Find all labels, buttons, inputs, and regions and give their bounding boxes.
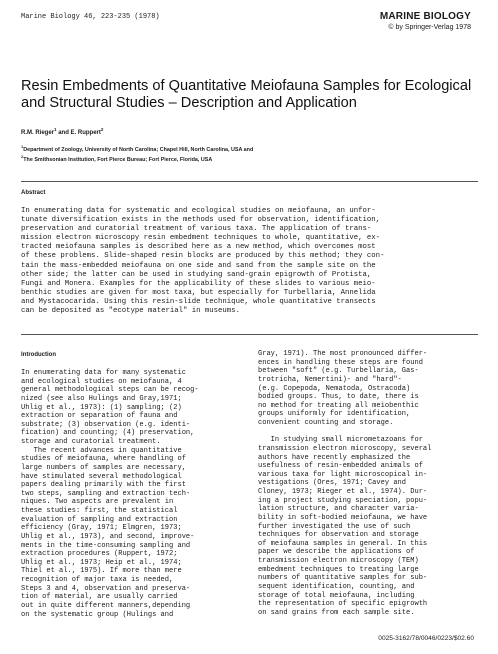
intro-left-line: and ecological studies on meiofauna, 4 — [21, 377, 182, 386]
intro-right-line: transmission electron microscopy (TEM) — [258, 557, 419, 565]
intro-left-line: In enumerating data for many systematic — [21, 369, 186, 377]
intro-left-line: these studies: first, the statistical — [21, 507, 178, 515]
intro-left-line: evaluation of sampling and extraction — [21, 515, 178, 524]
divider-top — [21, 181, 478, 182]
intro-left-line: Steps 3 and 4, observation and preserva- — [21, 584, 191, 593]
intro-right-line: of meiofauna samples in general. In this — [258, 539, 428, 548]
introduction-heading: Introduction — [21, 352, 56, 358]
intro-left-line: papers dealing primarily with the first — [21, 481, 186, 490]
footer-code: 0025-3162/78/0046/0223/$02.60 — [378, 635, 474, 642]
intro-left-line: have stimulated several methodological — [21, 472, 182, 481]
intro-right-line: storage of total meiofauna, including — [258, 591, 415, 600]
intro-left-line: general methodological steps can be recog- — [21, 386, 199, 395]
abstract-heading: Abstract — [21, 190, 46, 196]
intro-right-line: further investigated the use of such — [258, 522, 411, 531]
author-1: R.M. Rieger — [21, 130, 55, 136]
intro-right-line: sequent identification, counting, and — [258, 582, 415, 591]
intro-left-line: niques. Two aspects are prevalent in — [21, 498, 174, 507]
intro-right-line: no method for treating all meiobenthic — [258, 401, 419, 410]
intro-left-line: storage and curatorial treatment. — [21, 438, 161, 446]
abstract-body — [21, 207, 481, 316]
affiliation-1 — [21, 144, 253, 153]
intro-left-line: extraction procedures (Ruppert, 1972; — [21, 550, 178, 559]
intro-right-line: trotricha, Nemertini)- and "hard"- — [258, 375, 402, 384]
journal-name: MARINE BIOLOGY — [379, 11, 471, 22]
intro-left-line: tion of material, are usually carried — [21, 593, 178, 602]
intro-left-line: efficiency (Gray, 1971; Elmgren, 1973; — [21, 524, 182, 533]
intro-right-line: ing a project studying speciation, popu- — [258, 496, 428, 505]
intro-right-line: bodied groups. Thus, to date, there is — [258, 393, 419, 402]
intro-left-line: recognition of major taxa is needed, — [21, 576, 174, 584]
author-2-mark: 2 — [100, 127, 104, 132]
intro-left-line: Uhlig et al., 1973), and second, improve- — [21, 532, 195, 541]
abstract-line: tunate diversification exists in the methods used for observation, identification, — [21, 216, 381, 225]
affiliation-2-text: The Smithsonian Institution, Fort Pierce Bureau; Fort Pierce, Florida, USA — [23, 156, 213, 163]
intro-right-line: convenient counting and storage. — [258, 419, 394, 427]
abstract-line: and Mystacocarida. Using this resin-slide technique, whole quantitative transects — [21, 297, 376, 306]
intro-right-line: vestigations (Ores, 1971; Cavey and — [258, 479, 407, 488]
affiliation-2 — [21, 154, 212, 163]
intro-right-line: Gray, 1971). The most pronounced differ- — [258, 350, 428, 358]
intro-right-line: authors have recently emphasized the — [258, 453, 411, 462]
intro-left-line: two steps, sampling and extraction tech- — [21, 489, 191, 498]
intro-right-line: numbers of quantitative samples for sub- — [258, 574, 428, 583]
affiliation-2-mark: 2 — [21, 154, 24, 159]
intro-right-line: In studying small micrometazoans for — [258, 436, 423, 445]
abstract-line: preservation and curatorial treatment of various taxa. The application of trans- — [21, 225, 372, 234]
copyright-notice: © by Springer-Verlag 1978 — [388, 24, 471, 31]
intro-right-line: (e.g. Copepoda, Nematoda, Ostracoda) — [258, 384, 411, 393]
intro-right-line: Cloney, 1973; Rieger et al., 1974). Dur- — [258, 488, 428, 496]
abstract-line: tracted meiofauna samples is described here as a new method, which overcomes most — [21, 243, 376, 252]
intro-right-line: bility in soft-bodied meiofauna, we have — [258, 513, 428, 522]
intro-right-line: transmission electron microscopy, several — [258, 444, 432, 453]
author-connector: and E. Ruppert — [56, 130, 101, 136]
intro-right-line: lation structure, and character varia- — [258, 505, 419, 514]
author-line — [21, 127, 103, 136]
citation-header: Marine Biology 46, 223-235 (1978) — [21, 13, 160, 21]
abstract-line: of these problems. Slide-shaped resin blocks are produced by this method; they con- — [21, 252, 385, 261]
intro-right-line: the representation of specific epigrowth — [258, 600, 428, 609]
intro-right-line: usefulness of resin-embedded animals of — [258, 462, 423, 471]
abstract-line: Fungi and Monera. Examples for the applicability of these slides to various meio- — [21, 279, 376, 288]
intro-right-line: ences in handling these steps are found — [258, 358, 423, 367]
introduction-column-left — [21, 369, 246, 619]
intro-right-line: between "soft" (e.g. Turbellaria, Gas- — [258, 367, 419, 376]
intro-left-line: ments in the time-consuming sampling and — [21, 541, 191, 550]
abstract-line: tain the mass-embedded meiofauna on one side and sand from the sample site on the — [21, 261, 376, 270]
affiliation-1-mark: 1 — [21, 144, 24, 149]
intro-left-line: Uhlig et al., 1973; Heip et al., 1974; — [21, 558, 182, 567]
intro-right-line: embedment techniques to treating large — [258, 565, 419, 574]
divider-abstract — [21, 334, 478, 335]
intro-left-line: fication) and counting; (4) preservation, — [21, 429, 195, 438]
abstract-line: benthic studies are given for most taxa, but especially for Turbellaria, Annelida — [21, 288, 376, 297]
intro-right-line: various taxa for light microscopical in- — [258, 470, 428, 479]
affiliation-1-text: Department of Zoology, University of North Carolina; Chapel Hill, North Carolina, USA and — [23, 146, 254, 153]
abstract-line: other side; the latter can be used in studying sand-grain epigrowth of Protista, — [21, 270, 372, 279]
intro-right-line: groups uniformly for identification, — [258, 410, 411, 419]
intro-left-line: nized (see also Hulings and Gray,1971; — [21, 394, 182, 403]
intro-right-line: on sand grains from each sample site. — [258, 608, 415, 617]
intro-left-line: substrate; (3) observation (e.g. identi- — [21, 420, 191, 429]
intro-left-line: large numbers of samples are necessary, — [21, 463, 186, 472]
introduction-column-right — [258, 350, 483, 617]
intro-left-line: studies of meiofauna, where handling of — [21, 455, 186, 464]
intro-left-line: The recent advances in quantitative — [21, 446, 182, 455]
intro-left-line: out in quite different manners,depending — [21, 601, 191, 610]
paper-title: Resin Embedments of Quantitative Meiofauna Samples for Ecological and Structural Studies – Description and Application — [21, 78, 472, 111]
author-1-mark: 1 — [54, 127, 57, 132]
intro-right-line: techniques for observation and storage — [258, 531, 419, 540]
intro-left-line: extraction or separation of fauna and — [21, 412, 178, 421]
intro-right-line: paper we describe the applications of — [258, 548, 415, 557]
abstract-line: In enumerating data for systematic and ecological studies on meiofauna, an unfor- — [21, 207, 376, 215]
abstract-line: mission electron microscopy resin embedment techniques to whole, quantitative, ex- — [21, 234, 381, 243]
intro-left-line: on the systematic group (Hulings and — [21, 610, 174, 619]
abstract-line: can be deposited as "ecotype material" in museums. — [21, 307, 240, 316]
intro-left-line: Uhlig et al., 1973): (1) sampling; (2) — [21, 403, 182, 412]
intro-left-line: Thiel et al., 1975). If more than mere — [21, 567, 182, 576]
